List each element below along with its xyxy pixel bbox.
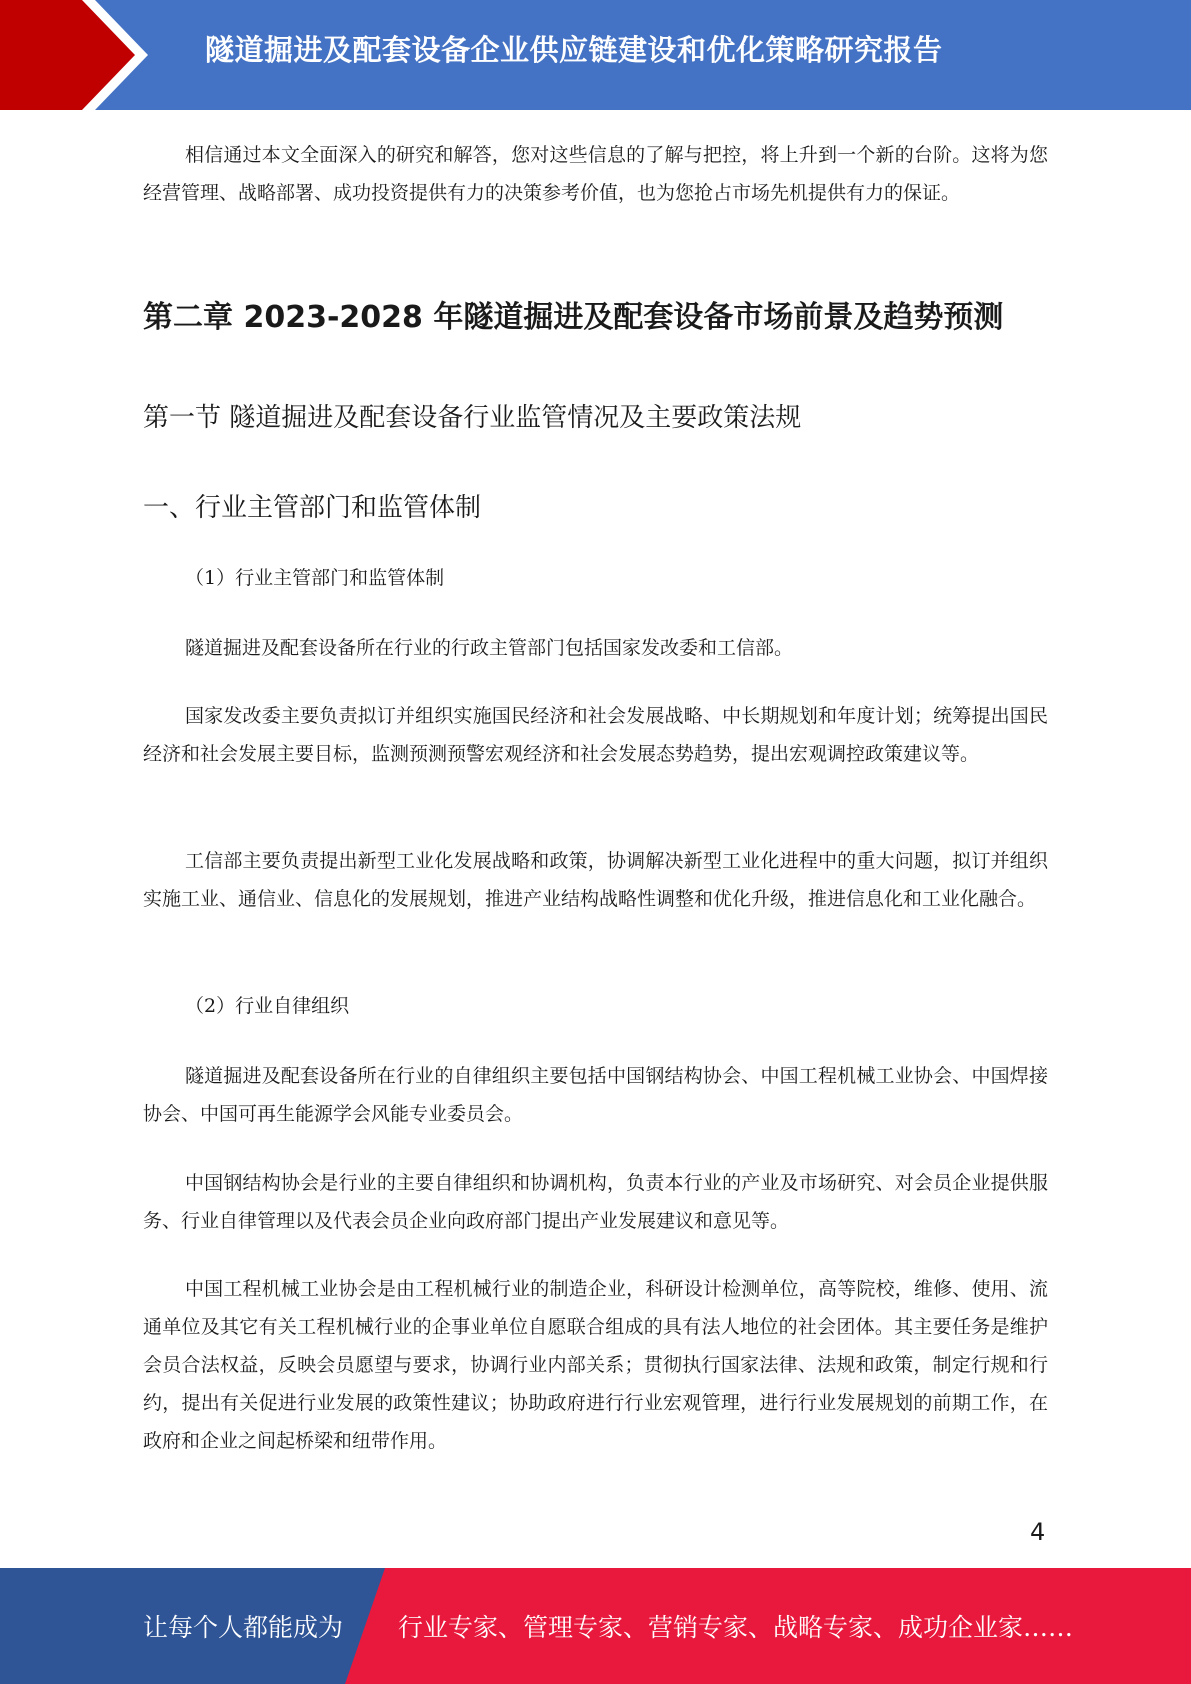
section-title: 第一节 隧道掘进及配套设备行业监管情况及主要政策法规 bbox=[143, 403, 802, 433]
page-header bbox=[0, 0, 1191, 110]
item2-title: （2）行业自律组织 bbox=[185, 995, 350, 1017]
chapter-title: 第二章 2023-2028 年隧道掘进及配套设备市场前景及趋势预测 bbox=[143, 300, 1004, 335]
paragraph-5: 中国钢结构协会是行业的主要自律组织和协调机构，负责本行业的产业及市场研究、对会员企业提供服务、行业自律管理以及代表会员企业向政府部门提出产业发展建议和意见等。 bbox=[143, 1172, 1048, 1232]
paragraph-1: 隧道掘进及配套设备所在行业的行政主管部门包括国家发改委和工信部。 bbox=[185, 637, 794, 659]
page-footer bbox=[0, 1568, 1191, 1684]
item1-title: （1）行业主管部门和监管体制 bbox=[185, 567, 445, 589]
intro-paragraph: 相信通过本文全面深入的研究和解答，您对这些信息的了解与把控，将上升到一个新的台阶。这将为您经营管理、战略部署、成功投资提供有力的决策参考价值，也为您抢占市场先机提供有力的保证。 bbox=[143, 144, 1048, 204]
subsection-title: 一、行业主管部门和监管体制 bbox=[143, 493, 482, 523]
paragraph-6: 中国工程机械工业协会是由工程机械行业的制造企业，科研设计检测单位，高等院校，维修、使用、流通单位及其它有关工程机械行业的企事业单位自愿联合组成的具有法人地位的社会团体。其主要任务是维护会员合法权益，反映会员愿望与要求，协调行业内部关系；贯彻执行国家法律、法规和政策，制定行规和行约，提出有关促进行业发展的政策性建议；协助政府进行行业宏观管理，进行行业发展规划的前期工作，在政府和企业之间起桥梁和纽带作用。 bbox=[143, 1278, 1048, 1452]
paragraph-3: 工信部主要负责提出新型工业化发展战略和政策，协调解决新型工业化进程中的重大问题，拟订并组织实施工业、通信业、信息化的发展规划，推进产业结构战略性调整和优化升级，推进信息化和工业化融合。 bbox=[143, 850, 1048, 910]
paragraph-2: 国家发改委主要负责拟订并组织实施国民经济和社会发展战略、中长期规划和年度计划；统筹提出国民经济和社会发展主要目标，监测预测预警宏观经济和社会发展态势趋势，提出宏观调控政策建议等。 bbox=[143, 705, 1048, 765]
footer-left-text: 让每个人都能成为 bbox=[143, 1613, 344, 1642]
footer-right-text: 行业专家、管理专家、营销专家、战略专家、成功企业家…… bbox=[398, 1613, 1074, 1642]
page-number: 4 bbox=[1030, 1518, 1046, 1546]
header-arrow-graphic bbox=[0, 0, 160, 110]
header-title: 隧道掘进及配套设备企业供应链建设和优化策略研究报告 bbox=[205, 33, 943, 67]
paragraph-4: 隧道掘进及配套设备所在行业的自律组织主要包括中国钢结构协会、中国工程机械工业协会、中国焊接协会、中国可再生能源学会风能专业委员会。 bbox=[143, 1065, 1048, 1125]
